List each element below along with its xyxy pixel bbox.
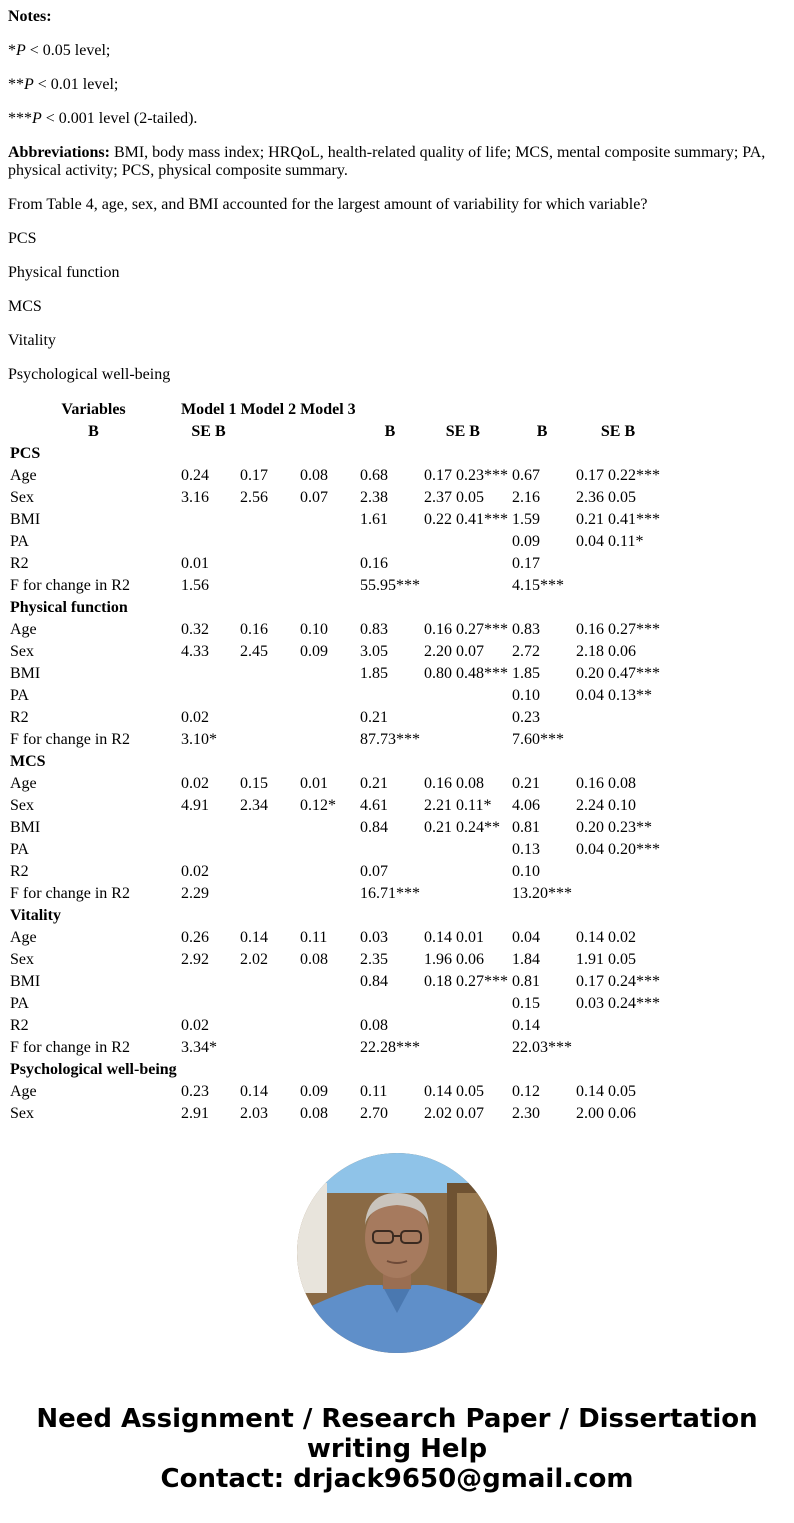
table-cell — [239, 1038, 297, 1058]
table-cell: 0.04 0.11* — [576, 533, 644, 550]
row-label: R2 — [10, 709, 29, 726]
note-p001: ***P < 0.001 level (2-tailed). — [8, 110, 198, 127]
section-row — [9, 752, 661, 772]
table-cell: 0.07 — [360, 863, 388, 880]
table-subheader-row — [9, 422, 661, 442]
table-cell: 0.14 0.05 — [576, 1083, 637, 1100]
table-row — [9, 730, 661, 750]
table-cell: 2.02 0.07 — [424, 1105, 485, 1122]
table-cell — [180, 664, 237, 684]
table-cell: 0.13 — [512, 841, 541, 858]
row-label: Sex — [10, 797, 34, 814]
row-label: PA — [10, 841, 29, 858]
table-cell — [239, 510, 297, 530]
table-cell: 0.01 — [300, 775, 328, 792]
table-row — [9, 686, 661, 706]
table-cell — [575, 884, 661, 904]
table-cell: 0.02 — [181, 775, 209, 792]
table-cell: 3.05 — [360, 643, 388, 660]
row-label: Sex — [10, 489, 34, 506]
table-cell: 0.16 — [240, 621, 268, 638]
table-cell — [423, 708, 509, 728]
table-row — [9, 840, 661, 860]
answer-option: PCS — [8, 230, 37, 247]
table-cell — [180, 686, 237, 706]
row-label: Age — [10, 929, 37, 946]
row-label: BMI — [10, 665, 41, 682]
table-cell: 0.20 0.23** — [576, 819, 653, 836]
row-label: Age — [10, 467, 37, 484]
table-cell — [359, 532, 421, 552]
abbreviations: Abbreviations: BMI, body mass index; HRQoL, health-related quality of life; MCS, mental composite summary; PA, physical activity; PCS, physical composite summary. — [8, 144, 766, 179]
table-cell — [423, 994, 509, 1014]
table-cell: 4.15*** — [512, 577, 565, 594]
table-cell: 2.56 — [240, 489, 268, 506]
table-cell: 1.96 0.06 — [424, 951, 485, 968]
table-cell: 2.03 — [240, 1105, 268, 1122]
table-cell: 16.71*** — [360, 885, 420, 902]
section-title: MCS — [10, 753, 46, 770]
table-cell: 0.16 0.08 — [424, 775, 485, 792]
table-cell — [299, 1016, 357, 1036]
table-cell: 0.16 0.27*** — [424, 621, 509, 638]
table-cell: 0.08 — [300, 1105, 328, 1122]
table-cell: 2.18 0.06 — [576, 643, 637, 660]
table-cell: 0.83 — [512, 621, 541, 638]
table-cell — [239, 1016, 297, 1036]
table-cell: 55.95*** — [360, 577, 420, 594]
table-cell — [423, 686, 509, 706]
table-cell — [239, 532, 297, 552]
table-cell: 0.08 — [360, 1017, 388, 1034]
table-row — [9, 466, 661, 486]
table-cell: 0.04 0.20*** — [576, 841, 661, 858]
table-cell: 2.91 — [181, 1105, 209, 1122]
table-cell — [423, 862, 509, 882]
table-cell: 0.80 0.48*** — [424, 665, 509, 682]
table-cell: 0.17 0.22*** — [576, 467, 661, 484]
table-row — [9, 664, 661, 684]
row-label: F for change in R2 — [10, 1039, 130, 1056]
table-row — [9, 994, 661, 1014]
table-cell: 1.56 — [181, 577, 209, 594]
table-cell: 1.61 — [360, 511, 388, 528]
table-cell: 0.04 — [512, 929, 541, 946]
table-cell: 0.03 0.24*** — [576, 995, 661, 1012]
table-cell — [423, 554, 509, 574]
note-p05: *P < 0.05 level; — [8, 42, 111, 59]
table-cell — [299, 686, 357, 706]
table-cell — [299, 664, 357, 684]
table-cell — [575, 554, 661, 574]
table-cell: 2.38 — [360, 489, 388, 506]
table-cell: 0.11 — [300, 929, 328, 946]
section-row — [9, 906, 661, 926]
table-cell: 2.20 0.07 — [424, 643, 485, 660]
table-row — [9, 488, 661, 508]
row-label: BMI — [10, 819, 41, 836]
notes-title: Notes: — [8, 8, 52, 25]
table-cell: 0.03 — [360, 929, 388, 946]
table-cell: 0.21 0.24** — [424, 819, 501, 836]
table-cell: 2.35 — [360, 951, 388, 968]
table-cell: 0.32 — [181, 621, 209, 638]
table-cell — [423, 884, 509, 904]
table-row — [9, 620, 661, 640]
table-cell: 2.30 — [512, 1105, 541, 1122]
table-cell: 0.18 0.27*** — [424, 973, 509, 990]
table-cell: 0.17 — [240, 467, 268, 484]
table-cell: 0.14 — [240, 1083, 268, 1100]
table-cell — [239, 554, 297, 574]
table-cell — [423, 840, 509, 860]
table-cell — [423, 730, 509, 750]
table-cell: 2.02 — [240, 951, 268, 968]
table-cell: 2.00 0.06 — [576, 1105, 637, 1122]
table-cell: 0.20 0.47*** — [576, 665, 661, 682]
table-cell: 2.37 0.05 — [424, 489, 485, 506]
table-cell: 0.81 — [512, 973, 541, 990]
promo-line-1: Need Assignment / Research Paper / Dissertation — [36, 1404, 758, 1434]
table-cell: 2.21 0.11* — [424, 797, 492, 814]
table-cell: 4.61 — [360, 797, 388, 814]
table-row — [9, 510, 661, 530]
table-cell: 0.14 — [512, 1017, 541, 1034]
table-cell: 13.20*** — [512, 885, 573, 902]
table-cell — [180, 972, 237, 992]
table-cell: 0.26 — [181, 929, 209, 946]
table-cell — [239, 686, 297, 706]
table-row — [9, 1082, 661, 1102]
row-label: Sex — [10, 643, 34, 660]
table-cell: 0.81 — [512, 819, 541, 836]
table-cell: 0.23 — [512, 709, 541, 726]
table-cell — [239, 862, 297, 882]
table-cell — [299, 994, 357, 1014]
answer-option: Vitality — [8, 332, 56, 349]
table-cell — [575, 730, 661, 750]
table-cell: 1.91 0.05 — [576, 951, 637, 968]
table-cell: 87.73*** — [360, 731, 420, 748]
table-row — [9, 708, 661, 728]
table-cell — [239, 884, 297, 904]
table-cell — [239, 576, 297, 596]
table-cell: 0.09 — [300, 643, 328, 660]
row-label: Age — [10, 1083, 37, 1100]
table-cell: 0.17 0.24*** — [576, 973, 661, 990]
variables-header: Variables — [61, 401, 126, 418]
table-cell: 0.12 — [512, 1083, 541, 1100]
section-row — [9, 1060, 661, 1080]
table-cell — [299, 1038, 357, 1058]
table-cell — [575, 576, 661, 596]
table-cell: 0.08 — [300, 467, 328, 484]
table-cell: 0.22 0.41*** — [424, 511, 509, 528]
table-cell — [299, 862, 357, 882]
answer-options — [8, 230, 786, 384]
table-cell: 3.16 — [181, 489, 209, 506]
table-cell — [239, 972, 297, 992]
row-label: PA — [10, 687, 29, 704]
table-cell — [299, 840, 357, 860]
table-cell: 0.17 — [512, 555, 541, 572]
b3-header: B — [536, 423, 548, 440]
table-cell: 22.03*** — [512, 1039, 573, 1056]
table-cell: 0.10 — [512, 863, 541, 880]
question-text: From Table 4, age, sex, and BMI accounted for the largest amount of variability for which variable? — [8, 196, 648, 213]
table-cell — [239, 840, 297, 860]
table-cell: 0.16 0.27*** — [576, 621, 661, 638]
table-row — [9, 928, 661, 948]
table-row — [9, 554, 661, 574]
section-row — [9, 598, 661, 618]
table-cell — [239, 994, 297, 1014]
table-cell — [575, 1016, 661, 1036]
table-cell — [180, 840, 237, 860]
table-cell: 7.60*** — [512, 731, 565, 748]
table-cell: 0.08 — [300, 951, 328, 968]
table-cell: 0.10 — [300, 621, 328, 638]
table-cell: 0.84 — [360, 819, 388, 836]
row-label: F for change in R2 — [10, 885, 130, 902]
table-cell — [299, 730, 357, 750]
table-cell: 0.14 0.01 — [424, 929, 485, 946]
table-cell — [299, 708, 357, 728]
document-body — [8, 8, 786, 1126]
table-cell: 0.07 — [300, 489, 328, 506]
row-label: R2 — [10, 863, 29, 880]
table-cell: 0.23 — [181, 1083, 209, 1100]
table-cell — [423, 1038, 509, 1058]
se3-header: SE B — [600, 423, 636, 440]
table-cell — [180, 532, 237, 552]
table-cell: 1.84 — [512, 951, 541, 968]
table-cell: 2.29 — [181, 885, 209, 902]
table-cell: 0.01 — [181, 555, 209, 572]
note-p01: **P < 0.01 level; — [8, 76, 119, 93]
row-label: R2 — [10, 1017, 29, 1034]
promo-footer — [0, 1404, 794, 1494]
table-cell: 4.06 — [512, 797, 541, 814]
regression-table — [7, 398, 663, 1126]
table-row — [9, 884, 661, 904]
table-cell: 0.21 — [360, 709, 388, 726]
table-row — [9, 862, 661, 882]
table-cell: 0.15 — [512, 995, 541, 1012]
answer-option: MCS — [8, 298, 42, 315]
table-cell: 0.02 — [181, 1017, 209, 1034]
table-cell: 0.16 — [360, 555, 388, 572]
table-cell: 0.09 — [300, 1083, 328, 1100]
row-label: F for change in R2 — [10, 731, 130, 748]
answer-option: Psychological well-being — [8, 366, 171, 383]
table-row — [9, 950, 661, 970]
table-cell: 2.70 — [360, 1105, 388, 1122]
table-cell — [299, 532, 357, 552]
table-cell: 0.16 0.08 — [576, 775, 637, 792]
table-cell: 0.14 0.05 — [424, 1083, 485, 1100]
table-cell: 0.21 — [360, 775, 388, 792]
table-cell — [299, 554, 357, 574]
table-cell: 3.34* — [181, 1039, 217, 1056]
table-cell — [180, 510, 237, 530]
table-row — [9, 796, 661, 816]
se2-header: SE B — [445, 423, 480, 440]
se1-header: SE B — [191, 423, 226, 440]
table-cell — [299, 576, 357, 596]
table-row — [9, 972, 661, 992]
table-cell: 0.14 — [240, 929, 268, 946]
table-cell: 2.72 — [512, 643, 541, 660]
promo-contact: Contact: drjack9650@gmail.com — [160, 1464, 634, 1494]
table-cell — [239, 664, 297, 684]
table-cell: 0.17 0.23*** — [424, 467, 509, 484]
table-cell: 1.85 — [360, 665, 388, 682]
table-cell — [423, 1016, 509, 1036]
table-cell: 2.36 0.05 — [576, 489, 637, 506]
table-cell: 0.04 0.13** — [576, 687, 653, 704]
table-cell — [239, 708, 297, 728]
table-cell: 0.02 — [181, 709, 209, 726]
section-title: Psychological well-being — [10, 1061, 177, 1078]
table-cell — [239, 818, 297, 838]
table-row — [9, 1104, 661, 1124]
table-cell: 1.85 — [512, 665, 541, 682]
row-label: Sex — [10, 1105, 34, 1122]
models-header: Model 1 Model 2 Model 3 — [181, 401, 356, 418]
table-cell: 4.33 — [181, 643, 209, 660]
author-avatar — [297, 1153, 497, 1353]
section-title: PCS — [10, 445, 41, 462]
row-label: Sex — [10, 951, 34, 968]
table-cell: 0.14 0.02 — [576, 929, 637, 946]
table-cell — [299, 510, 357, 530]
table-cell: 0.09 — [512, 533, 541, 550]
table-row — [9, 576, 661, 596]
table-cell: 0.67 — [512, 467, 541, 484]
b2-header: B — [384, 423, 396, 440]
table-cell: 2.16 — [512, 489, 541, 506]
table-row — [9, 642, 661, 662]
section-title: Physical function — [10, 599, 128, 616]
row-label: R2 — [10, 555, 29, 572]
table-row — [9, 1038, 661, 1058]
table-cell: 0.21 0.41*** — [576, 511, 661, 528]
table-row — [9, 532, 661, 552]
table-cell — [239, 730, 297, 750]
promo-line-2: writing Help — [306, 1434, 488, 1464]
b1-header: B — [88, 423, 99, 440]
section-row — [9, 444, 661, 464]
table-cell — [180, 994, 237, 1014]
table-cell: 0.15 — [240, 775, 268, 792]
table-cell: 0.84 — [360, 973, 388, 990]
row-label: Age — [10, 775, 37, 792]
row-label: BMI — [10, 973, 41, 990]
table-cell: 0.12* — [300, 797, 336, 814]
table-cell — [299, 972, 357, 992]
table-cell: 2.24 0.10 — [576, 797, 637, 814]
section-title: Vitality — [10, 907, 61, 924]
table-cell — [575, 862, 661, 882]
row-label: Age — [10, 621, 37, 638]
table-cell — [359, 686, 421, 706]
table-cell: 22.28*** — [360, 1039, 420, 1056]
table-row — [9, 818, 661, 838]
row-label: BMI — [10, 511, 41, 528]
table-cell — [423, 532, 509, 552]
table-cell — [359, 994, 421, 1014]
table-cell — [299, 818, 357, 838]
answer-option: Physical function — [8, 264, 120, 281]
table-cell: 2.92 — [181, 951, 209, 968]
row-label: F for change in R2 — [10, 577, 130, 594]
table-cell — [359, 840, 421, 860]
table-cell — [575, 1038, 661, 1058]
table-row — [9, 774, 661, 794]
table-cell: 3.10* — [181, 731, 217, 748]
table-cell: 2.45 — [240, 643, 268, 660]
table-cell — [575, 708, 661, 728]
table-cell — [299, 884, 357, 904]
table-cell: 0.83 — [360, 621, 388, 638]
table-cell: 2.34 — [240, 797, 268, 814]
table-cell: 4.91 — [181, 797, 209, 814]
table-cell: 0.11 — [360, 1083, 388, 1100]
table-cell: 1.59 — [512, 511, 541, 528]
table-cell — [180, 818, 237, 838]
table-cell: 0.68 — [360, 467, 388, 484]
table-row — [9, 1016, 661, 1036]
table-cell: 0.02 — [181, 863, 209, 880]
table-cell: 0.21 — [512, 775, 541, 792]
person-photo-icon — [297, 1153, 497, 1353]
table-header-row — [9, 400, 661, 420]
row-label: PA — [10, 995, 29, 1012]
table-cell — [423, 576, 509, 596]
table-cell: 0.24 — [181, 467, 209, 484]
row-label: PA — [10, 533, 29, 550]
table-cell: 0.10 — [512, 687, 541, 704]
